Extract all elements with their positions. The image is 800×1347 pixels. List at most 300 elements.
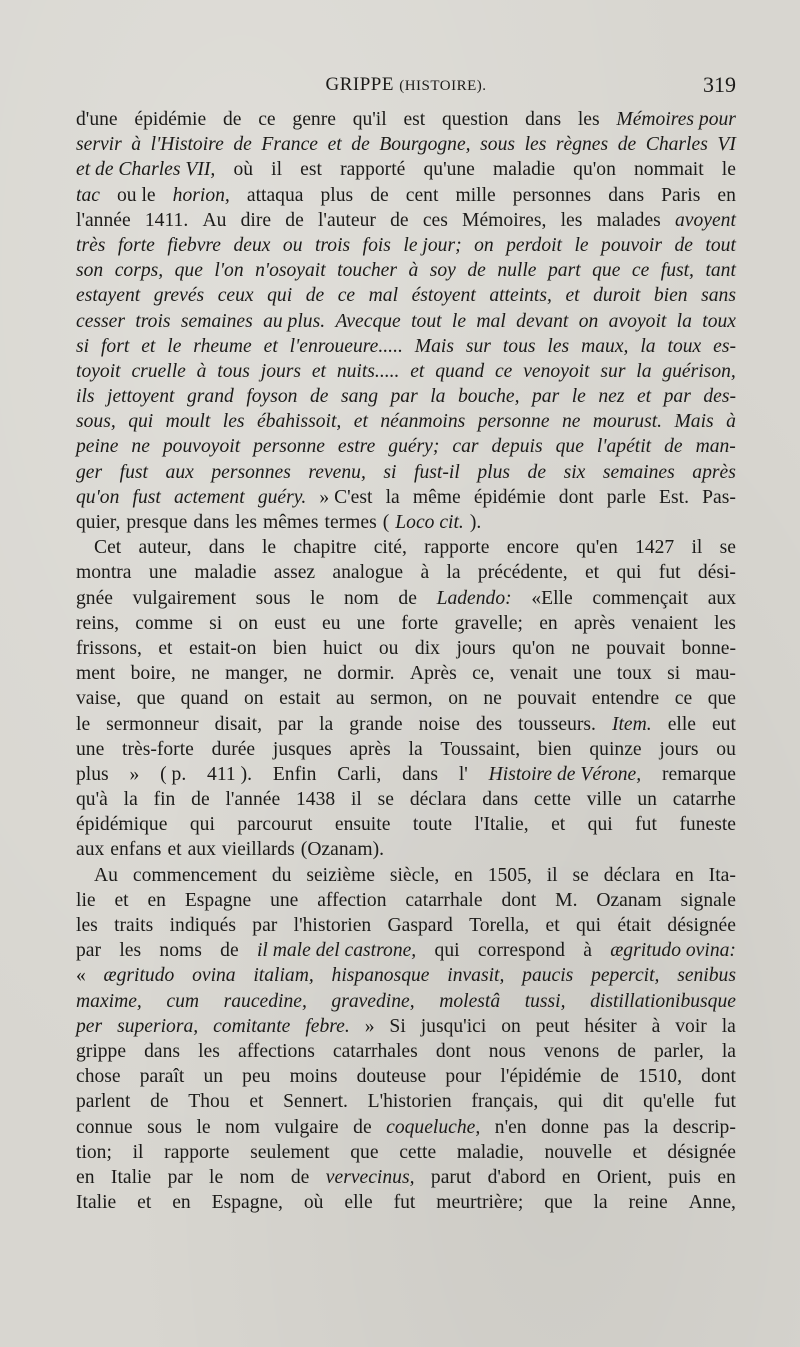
word: six	[563, 461, 586, 483]
word: on	[448, 688, 468, 710]
word: man-	[695, 436, 736, 458]
text-line	[76, 132, 736, 157]
word: de	[191, 789, 210, 811]
word: à	[131, 134, 142, 156]
word: venait	[509, 663, 558, 685]
word: 411 ).	[207, 763, 253, 785]
word: venaient	[631, 612, 698, 634]
word: par	[531, 386, 560, 408]
word: gravelle;	[454, 612, 523, 634]
word: «Elle	[531, 587, 573, 609]
word: Loco cit.	[395, 512, 464, 533]
word: toux	[667, 335, 702, 357]
word: remarque	[661, 763, 736, 785]
word: soy	[429, 260, 456, 282]
word: par	[278, 713, 304, 735]
word: ne	[191, 663, 210, 685]
word: reins,	[76, 612, 119, 634]
word: à	[420, 562, 430, 584]
text-line	[76, 283, 736, 308]
word: ovina	[192, 965, 236, 987]
word: huict	[323, 637, 363, 659]
word: ).	[469, 512, 482, 533]
text-line	[76, 233, 736, 258]
word: la	[385, 486, 400, 508]
word: Paris	[661, 184, 701, 206]
word: qui	[587, 814, 613, 836]
word: des	[475, 713, 503, 735]
word: personne	[477, 411, 550, 433]
word: Après	[409, 663, 457, 685]
word: le	[261, 537, 277, 559]
word: eut	[711, 713, 736, 735]
word: après	[349, 738, 391, 760]
word: dix	[414, 637, 440, 659]
word: très-forte	[122, 738, 194, 760]
word: mêmes	[263, 512, 319, 533]
word: nommait	[634, 159, 704, 181]
word: gravedine,	[331, 990, 415, 1012]
word: depuis	[491, 436, 543, 458]
word: dire	[240, 209, 272, 231]
word: comme	[135, 612, 193, 634]
word: reine	[628, 1192, 668, 1214]
word: les	[76, 915, 98, 936]
word: épidémie	[134, 109, 207, 130]
word: Ita-	[708, 864, 736, 886]
word: revenu,	[308, 461, 366, 483]
word: Ladendo:	[436, 587, 512, 609]
word: les	[119, 940, 142, 962]
word: » C'est	[319, 486, 373, 508]
word: dans	[193, 512, 230, 533]
word: ægritudo ovina:	[610, 940, 736, 962]
word: fois	[362, 234, 391, 256]
word: Mémoires pour	[616, 109, 736, 130]
word: quand	[435, 360, 485, 382]
word: une	[356, 612, 386, 634]
word: la	[123, 789, 138, 811]
word: semaines	[602, 461, 675, 483]
word: Italie	[110, 1166, 152, 1188]
word: plus	[76, 763, 109, 785]
word: règnes	[555, 134, 609, 156]
word: servir	[76, 134, 122, 156]
word: les	[714, 612, 736, 634]
word: car	[452, 436, 479, 458]
word: foyson	[246, 386, 298, 408]
word: meurtrière;	[436, 1192, 524, 1214]
word: qu'elle	[643, 1091, 695, 1113]
word: il	[132, 1141, 144, 1163]
word: nez	[598, 386, 625, 408]
word: le	[310, 587, 325, 609]
word: manger,	[225, 663, 288, 685]
word: horion,	[172, 184, 230, 206]
word: dont	[501, 889, 537, 911]
word: sous	[255, 587, 291, 609]
word: bonne-	[681, 637, 736, 659]
word: et	[551, 814, 566, 836]
word: invasit,	[447, 965, 505, 987]
word: peu	[242, 1066, 271, 1088]
word: qui	[267, 285, 293, 307]
word: maxime,	[76, 990, 142, 1012]
word: les	[222, 411, 245, 433]
text-line	[76, 1115, 736, 1140]
word: moins	[289, 1066, 338, 1088]
text-line	[76, 888, 736, 913]
text-line	[76, 1190, 736, 1215]
word: qu'à	[76, 789, 108, 811]
text-line	[76, 334, 736, 359]
text-line	[76, 107, 736, 132]
word: genre	[292, 109, 336, 130]
word: la	[636, 360, 652, 382]
word: personnes	[211, 461, 291, 483]
word: actement	[173, 486, 245, 508]
word: fiebvre	[167, 234, 221, 256]
word: qui	[616, 562, 642, 584]
word: coqueluche,	[386, 1116, 481, 1138]
word: rapporte	[164, 1141, 230, 1163]
word: sermon,	[370, 688, 433, 710]
word: cité,	[373, 537, 407, 559]
word: ou le	[116, 184, 156, 206]
word: l'Histoire	[150, 134, 224, 156]
word: ne	[303, 663, 322, 685]
word: Mais	[414, 335, 454, 357]
word: Espagne,	[211, 1192, 283, 1214]
word: ce	[258, 109, 276, 130]
word: mau-	[695, 663, 736, 685]
word: qui	[557, 1091, 584, 1113]
word: de	[220, 940, 239, 962]
word: pouvait	[606, 637, 666, 659]
word: de	[467, 260, 486, 282]
word: par	[76, 940, 102, 962]
word: de	[600, 1066, 619, 1088]
word: l'Italie,	[474, 814, 529, 836]
word: qu'on	[512, 637, 555, 659]
word: bien	[537, 738, 572, 760]
word: tout	[411, 310, 442, 332]
word: termes	[324, 512, 377, 533]
word: et	[410, 360, 425, 382]
word: venons	[543, 1040, 600, 1062]
word: cent	[405, 184, 439, 206]
word: elle	[344, 1192, 373, 1214]
word: déclara	[603, 864, 661, 886]
word: maux,	[581, 335, 629, 357]
word: chapitre	[293, 537, 357, 559]
word: cette	[533, 789, 571, 811]
word: distillationibusque	[590, 990, 736, 1012]
word: hispanosque	[331, 965, 430, 987]
running-title-main: GRIPPE	[325, 74, 394, 95]
word: tous	[217, 360, 250, 382]
text-line	[76, 409, 736, 434]
word: où	[303, 1192, 324, 1214]
word: les	[524, 134, 547, 156]
word: Torella,	[469, 915, 530, 936]
word: ægritudo	[103, 965, 175, 987]
word: eu	[322, 612, 341, 634]
word: vulgairement	[132, 587, 237, 609]
word: à	[651, 1015, 661, 1037]
word: ce	[674, 688, 693, 710]
word: parlent	[76, 1091, 131, 1113]
word: commencement	[132, 864, 257, 886]
word: si	[383, 461, 397, 483]
text-line	[76, 913, 736, 938]
word: trois	[135, 310, 171, 332]
word: ou	[282, 234, 303, 256]
word: une	[76, 738, 105, 760]
word: rapporte	[424, 537, 490, 559]
word: ce	[631, 260, 650, 282]
word: plus	[477, 461, 510, 483]
word: des-	[703, 386, 736, 408]
word: et	[327, 134, 342, 156]
word: France	[261, 134, 318, 156]
text-line	[76, 787, 736, 812]
word: chose	[76, 1066, 121, 1088]
word: M.	[555, 889, 578, 911]
word: hésiter	[584, 1015, 637, 1037]
word: grande	[349, 713, 403, 735]
word: malades	[596, 209, 661, 231]
word: paucis	[522, 965, 574, 987]
word: en	[717, 184, 736, 206]
word: quinze	[589, 738, 642, 760]
word: l'on	[214, 260, 244, 282]
word: grevés	[153, 285, 205, 307]
word: qui	[434, 940, 460, 962]
word: on	[501, 1015, 521, 1037]
text-line	[76, 611, 736, 636]
word: l'enroueure.....	[289, 335, 403, 357]
word: si	[76, 335, 90, 357]
word: Au	[94, 864, 118, 886]
word: Avecque	[335, 310, 401, 332]
word: douteuse	[356, 1066, 427, 1088]
word: le	[574, 234, 589, 256]
body-text	[76, 107, 736, 1215]
text-line	[76, 686, 736, 711]
word: pouvait	[517, 688, 577, 710]
word: déclara	[409, 789, 467, 811]
text-line	[76, 636, 736, 661]
word: 1510,	[637, 1066, 682, 1088]
word: un	[637, 789, 657, 811]
word: il	[546, 864, 558, 886]
word: 1505,	[487, 864, 532, 886]
word: ce	[494, 360, 513, 382]
word: qui	[575, 915, 602, 936]
word: de	[290, 1166, 310, 1188]
word: en	[539, 612, 558, 634]
word: le	[451, 310, 467, 332]
word: Orient,	[596, 1166, 652, 1188]
word: nom	[225, 1116, 260, 1138]
word: de	[351, 134, 370, 156]
word: dans	[208, 537, 245, 559]
word: grippe	[76, 1040, 127, 1062]
word: cesser	[76, 310, 125, 332]
word: ces	[422, 209, 448, 231]
word: la	[593, 1192, 608, 1214]
word: affection	[317, 889, 387, 911]
word: et	[141, 335, 156, 357]
text-line	[76, 510, 736, 535]
word: n'en	[494, 1116, 527, 1138]
word: disait,	[214, 713, 263, 735]
word: catarrhales	[332, 1040, 418, 1062]
word: son	[76, 260, 104, 282]
word: Charles	[645, 134, 708, 156]
word: une	[148, 562, 178, 584]
word: sous	[147, 1116, 182, 1138]
word: même	[412, 486, 461, 508]
word: aux	[165, 461, 194, 483]
text-line	[76, 712, 736, 737]
word: toux	[616, 663, 652, 685]
word: bouche,	[457, 386, 520, 408]
word: (Ozanam).	[300, 839, 385, 861]
word: Bourgogne,	[379, 134, 471, 156]
word: où	[233, 159, 254, 181]
word: tac	[76, 184, 100, 206]
word: le	[571, 386, 586, 408]
word: aux	[187, 839, 216, 861]
word: seizième	[306, 864, 375, 886]
text-line	[76, 1064, 736, 1089]
word: et	[632, 1141, 647, 1163]
word: assez	[273, 562, 316, 584]
word: es-	[713, 335, 736, 357]
word: fut	[635, 814, 657, 836]
word: ébahissoit,	[256, 411, 342, 433]
word: ger	[76, 461, 103, 483]
word: après	[692, 461, 736, 483]
word: noms	[159, 940, 202, 962]
word: est	[300, 159, 322, 181]
word: le jour;	[403, 234, 462, 256]
word: montra	[76, 562, 132, 584]
word: Pas-	[702, 486, 736, 508]
word: descrip-	[672, 1116, 736, 1138]
word: au	[336, 688, 355, 710]
word: perdoit	[506, 234, 562, 256]
word: senibus	[677, 965, 736, 987]
word: Cet	[94, 537, 122, 559]
text-line	[76, 359, 736, 384]
word: Anne,	[688, 1192, 736, 1214]
word: ensuite	[334, 814, 391, 836]
word: Histoire de Vérone,	[488, 763, 642, 785]
word: et	[565, 285, 580, 307]
word: Est.	[659, 486, 689, 508]
word: de	[664, 436, 683, 458]
word: le	[196, 1116, 211, 1138]
word: tussi,	[524, 990, 566, 1012]
word: et	[249, 1091, 264, 1113]
text-line	[76, 535, 736, 560]
word: et	[167, 839, 182, 861]
word: un	[203, 1066, 224, 1088]
word: part	[547, 260, 581, 282]
word: est	[403, 109, 426, 130]
word: la	[676, 310, 692, 332]
word: de	[527, 461, 547, 483]
word: ne	[561, 411, 581, 433]
word: dormir.	[337, 663, 395, 685]
word: de	[390, 209, 409, 231]
word: fust	[132, 486, 161, 508]
text-line	[76, 434, 736, 459]
word: l'	[458, 763, 468, 785]
word: la	[721, 1015, 736, 1037]
word: Italie	[76, 1192, 117, 1214]
word: la	[644, 1116, 659, 1138]
word: ment	[76, 663, 116, 685]
word: maladie,	[456, 1141, 524, 1163]
word: rapporté	[340, 159, 406, 181]
word: en	[172, 1192, 191, 1214]
running-head	[76, 74, 736, 104]
word: de	[233, 134, 252, 156]
word: la	[640, 335, 656, 357]
word: vieillards	[221, 839, 295, 861]
word: à	[583, 940, 592, 962]
word: si	[209, 612, 223, 634]
word: dans	[402, 763, 438, 785]
word: très	[76, 234, 106, 256]
word: semaines	[180, 310, 253, 332]
word: pouvoir	[601, 234, 662, 256]
word: les	[577, 109, 600, 130]
word: se	[572, 864, 589, 886]
word: 1438	[295, 789, 336, 811]
word: de	[222, 109, 242, 130]
word: n'osoyait	[255, 260, 326, 282]
word: que	[555, 436, 584, 458]
word: jettoyent	[107, 386, 175, 408]
word: d'une	[76, 109, 118, 130]
word: les	[198, 1040, 220, 1062]
word: et	[636, 386, 652, 408]
text-line	[76, 560, 736, 585]
word: boire,	[130, 663, 176, 685]
word: maladie	[194, 562, 257, 584]
word: mal	[368, 285, 399, 307]
word: épidémie	[473, 486, 546, 508]
word: tousseurs.	[518, 713, 596, 735]
word: de	[309, 386, 329, 408]
word: sous	[480, 134, 515, 156]
word: mourust.	[592, 411, 663, 433]
text-line	[76, 258, 736, 283]
word: 1427	[635, 537, 675, 559]
word: de	[305, 285, 325, 307]
word: duroit	[593, 285, 641, 307]
word: personnes	[512, 184, 592, 206]
word: à	[196, 360, 207, 382]
word: grand	[186, 386, 234, 408]
word: l'année	[76, 209, 131, 231]
word: Thou	[188, 1091, 230, 1113]
